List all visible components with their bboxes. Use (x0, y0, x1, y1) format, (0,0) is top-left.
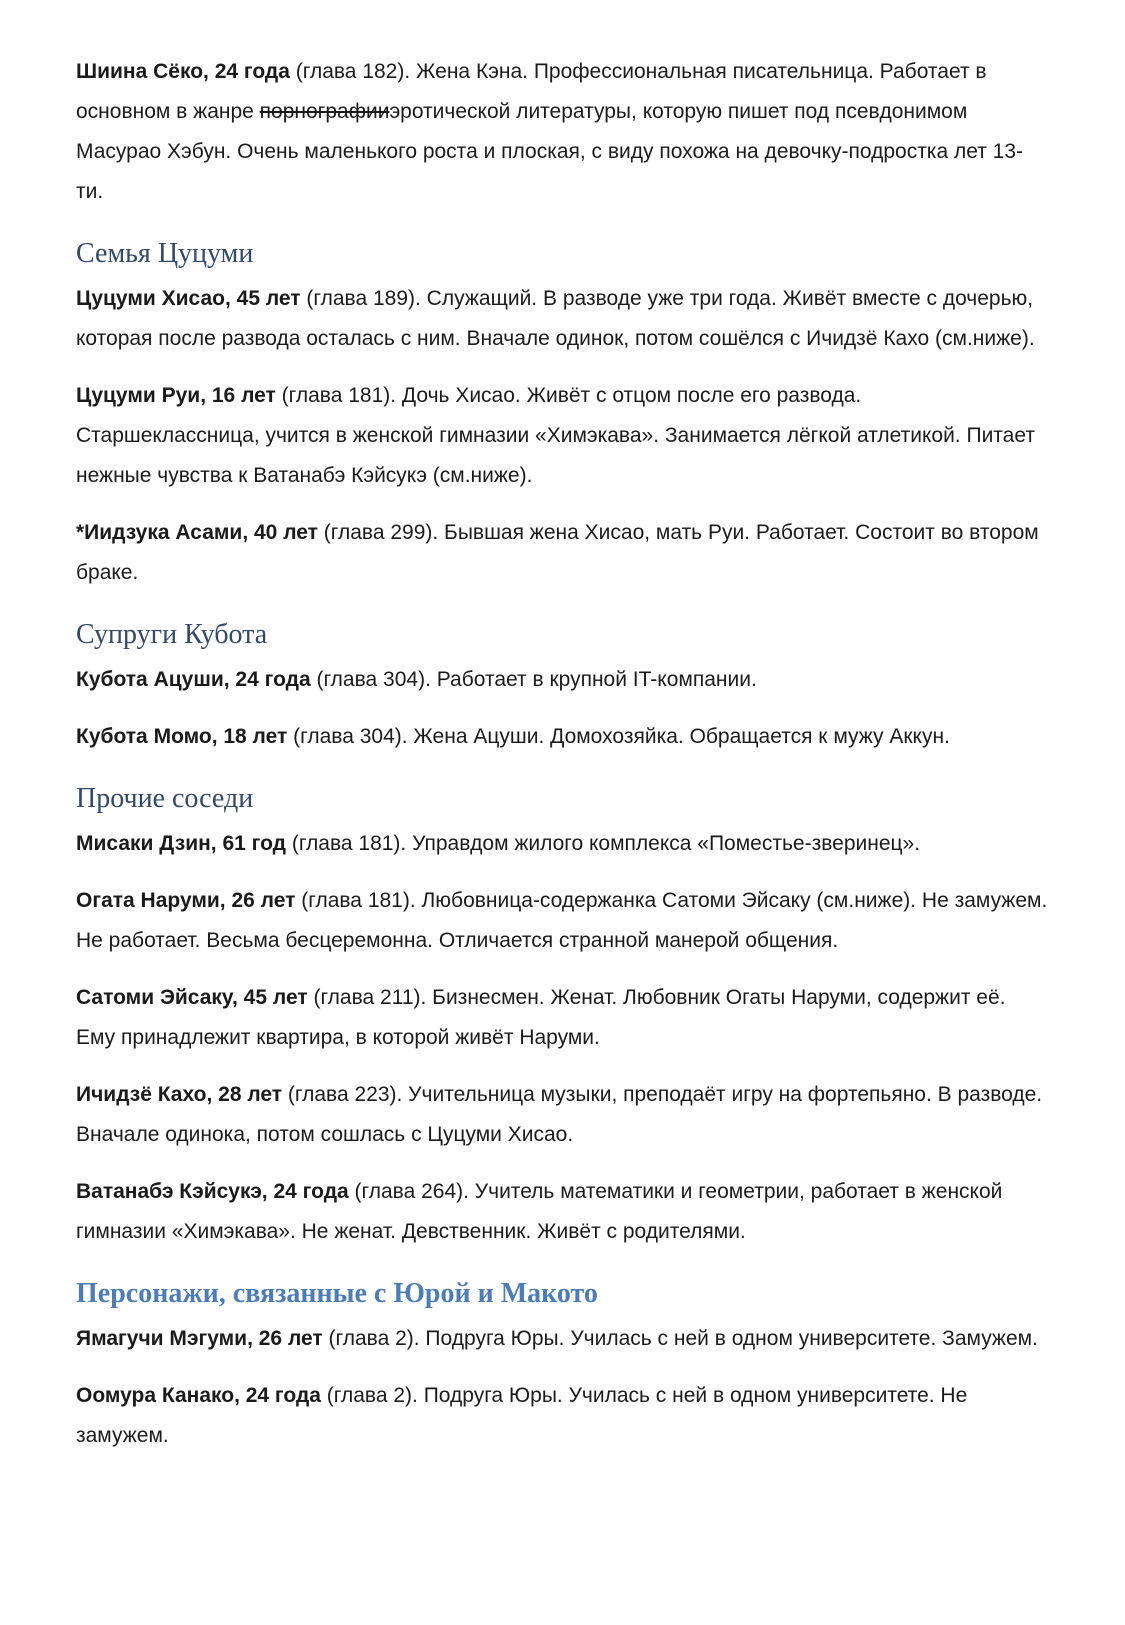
description-text: (глава 299). Бывшая жена Хисао, мать Руи. Работает. Состоит во втором браке. (76, 521, 1039, 584)
character-name: Кубота Момо, 18 лет (76, 725, 288, 748)
section-heading: Супруги Кубота (76, 619, 268, 650)
description-text: эротической литературы, которую пишет под псевдонимом Масурао Хэбун. Очень маленького роста и плоская, с виду похожа на девочку-подростка лет 13-ти. (76, 100, 1024, 203)
description-text: (глава 304). Жена Ацуши. Домохозяйка. Обращается к мужу Аккун. (287, 725, 950, 748)
description-text: (глава 181). Управдом жилого комплекса «Поместье-зверинец». (286, 832, 921, 855)
character-name: Огата Наруми, 26 лет (76, 889, 296, 912)
character-paragraph (76, 1319, 1049, 1359)
character-paragraph (76, 513, 1049, 593)
character-paragraph (76, 376, 1049, 496)
character-paragraph (76, 978, 1049, 1058)
description-text: (глава 2). Подруга Юры. Училась с ней в одном университете. Не замужем. (76, 1384, 968, 1447)
accent-section-heading: Персонажи, связанные с Юрой и Макото (76, 1278, 598, 1309)
character-name: Мисаки Дзин, 61 год (76, 832, 286, 855)
character-paragraph (76, 52, 1049, 212)
character-paragraph (76, 1075, 1049, 1155)
character-name: *Иидзука Асами, 40 лет (76, 521, 318, 544)
character-paragraph (76, 881, 1049, 961)
character-name: Ямагучи Мэгуми, 26 лет (76, 1327, 323, 1350)
section-heading: Семья Цуцуми (76, 238, 254, 269)
character-name: Шиина Сёко, 24 года (76, 60, 290, 83)
description-text: (глава 181). Дочь Хисао. Живёт с отцом после его развода. Старшеклассница, учится в женской гимназии «Химэкава». Занимается лёгкой атлетикой. Питает нежные чувства к Ватанабэ Кэйсукэ (см.ниже). (76, 384, 1035, 487)
description-text: (глава 181). Любовница-содержанка Сатоми Эйсаку (см.ниже). Не замужем. Не работает. Весьма бесцеремонна. Отличается странной манерой общения. (76, 889, 1048, 952)
character-paragraph (76, 824, 1049, 864)
description-text: (глава 2). Подруга Юры. Училась с ней в одном университете. Замужем. (322, 1327, 1038, 1350)
strikethrough-text: порнографии (259, 100, 390, 123)
character-name: Ичидзё Кахо, 28 лет (76, 1083, 283, 1106)
character-name: Цуцуми Хисао, 45 лет (76, 287, 301, 310)
character-paragraph (76, 279, 1049, 359)
description-text: (глава 304). Работает в крупной IT-компании. (310, 668, 757, 691)
description-text: (глава 211). Бизнесмен. Женат. Любовник Огаты Наруми, содержит её. Ему принадлежит квартира, в которой живёт Наруми. (76, 986, 1006, 1049)
description-text: (глава 189). Служащий. В разводе уже три года. Живёт вместе с дочерью, которая после развода осталась с ним. Вначале одинок, потом сошёлся с Ичидзё Кахо (см.ниже). (76, 287, 1035, 350)
character-name: Ватанабэ Кэйсукэ, 24 года (76, 1180, 349, 1203)
character-name: Кубота Ацуши, 24 года (76, 668, 311, 691)
section-heading: Прочие соседи (76, 783, 254, 814)
character-paragraph (76, 660, 1049, 700)
character-name: Оомура Канако, 24 года (76, 1384, 321, 1407)
description-text: (глава 182). Жена Кэна. Профессиональная писательница. Работает в основном в жанре (76, 60, 987, 123)
description-text: (глава 264). Учитель математики и геометрии, работает в женской гимназии «Химэкава». Не женат. Девственник. Живёт с родителями. (76, 1180, 1003, 1243)
character-name: Сатоми Эйсаку, 45 лет (76, 986, 308, 1009)
character-paragraph (76, 1172, 1049, 1252)
character-paragraph (76, 717, 1049, 757)
description-text: (глава 223). Учительница музыки, преподаёт игру на фортепьяно. В разводе. Вначале одинока, потом сошлась с Цуцуми Хисао. (76, 1083, 1043, 1146)
character-paragraph (76, 1376, 1049, 1456)
character-name: Цуцуми Руи, 16 лет (76, 384, 276, 407)
